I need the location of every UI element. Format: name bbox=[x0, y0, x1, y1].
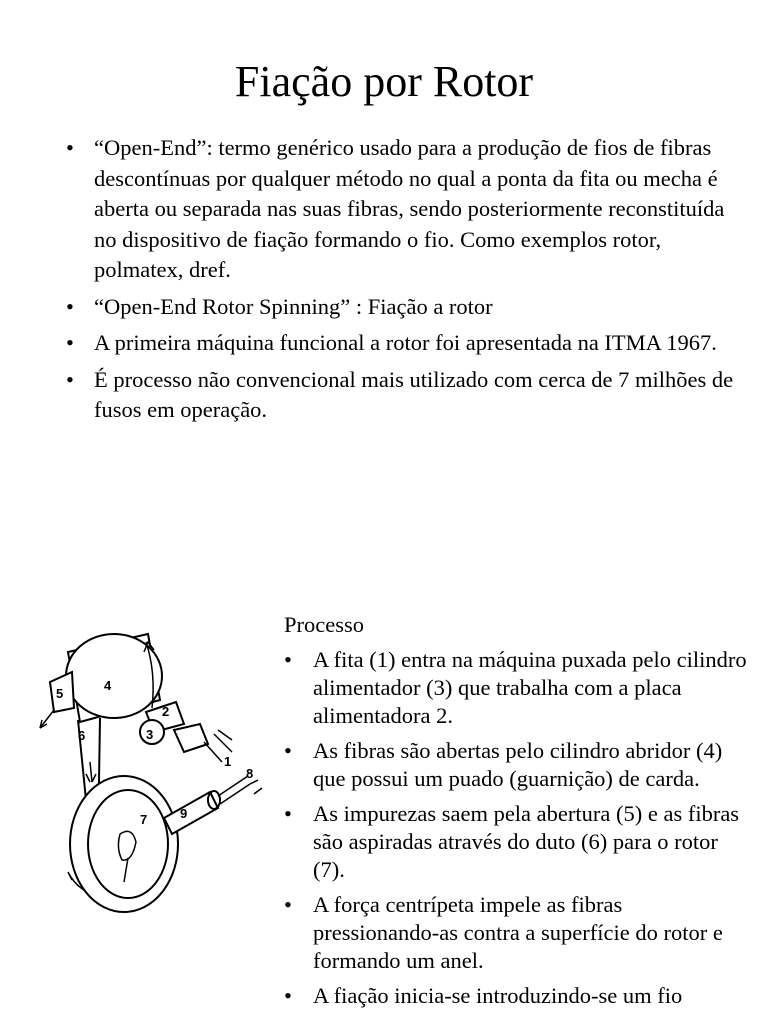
intro-bullet-text: A primeira máquina funcional a rotor foi apresentada na ITMA 1967. bbox=[94, 330, 717, 355]
process-bullet-item bbox=[284, 982, 754, 1010]
process-bullet-text: As fibras são abertas pelo cilindro abridor (4) que possui um puado (guarnição) de carda. bbox=[313, 738, 723, 791]
intro-bullet-item bbox=[62, 328, 742, 359]
diagram-label-9: 9 bbox=[180, 806, 188, 821]
process-bullet-item bbox=[284, 737, 754, 793]
bullet-dot: • bbox=[66, 366, 74, 392]
bullet-dot: • bbox=[66, 330, 74, 355]
diagram-label-5: 5 bbox=[56, 686, 64, 701]
rotor-shape bbox=[70, 776, 178, 912]
diagram-label-1: 1 bbox=[224, 754, 232, 769]
process-heading: Processo bbox=[284, 612, 364, 637]
process-bullet-item bbox=[284, 891, 754, 975]
process-bullet-item bbox=[284, 646, 754, 730]
intro-bullet-text: “Open-End”: termo genérico usado para a produção de fios de fibras descontínuas por qualquer método no qual a ponta da fita ou mecha é aberta ou separada nas suas fibras, sendo posteriormente reconstituída no dispositivo de fiação formando o fio. Como exemplos rotor, polmatex, dref. bbox=[94, 135, 725, 282]
process-bullet-text: A força centrípeta impele as fibras pressionando-as contra a superfície do rotor e formando um anel. bbox=[313, 892, 723, 973]
diagram-label-8: 8 bbox=[246, 766, 254, 781]
process-bullet-text: A fita (1) entra na máquina puxada pelo cilindro alimentador (3) que trabalha com a placa alimentadora 2. bbox=[313, 647, 747, 728]
diagram-label-7: 7 bbox=[140, 812, 148, 827]
intro-bullet-text: “Open-End Rotor Spinning” : Fiação a rotor bbox=[94, 293, 493, 319]
intro-bullet-text: É processo não convencional mais utilizado com cerca de 7 milhões de fusos em operação. bbox=[94, 366, 734, 422]
intro-bullet-item bbox=[62, 133, 742, 286]
process-bullet-list bbox=[284, 646, 754, 1017]
bullet-dot: • bbox=[66, 135, 74, 160]
bullet-dot: • bbox=[66, 293, 74, 319]
intro-bullet-list bbox=[62, 133, 742, 432]
intro-bullet-item bbox=[62, 365, 742, 426]
process-bullet-text: A fiação inicia-se introduzindo-se um fio bbox=[313, 983, 683, 1008]
diagram-label-4: 4 bbox=[104, 678, 112, 693]
diagram-label-6: 6 bbox=[78, 728, 86, 743]
process-bullet-text: As impurezas saem pela abertura (5) e as fibras são aspiradas através do duto (6) para o rotor (7). bbox=[313, 801, 740, 882]
diagram-label-3: 3 bbox=[146, 727, 154, 742]
bullet-dot: • bbox=[284, 983, 292, 1008]
bullet-dot: • bbox=[284, 801, 292, 826]
bullet-dot: • bbox=[284, 738, 292, 763]
process-bullet-item bbox=[284, 800, 754, 884]
bullet-dot: • bbox=[284, 892, 292, 917]
slide-title: Fiação por Rotor bbox=[234, 57, 534, 106]
bullet-dot: • bbox=[284, 647, 292, 672]
rotor-spinning-diagram bbox=[28, 612, 274, 928]
intro-bullet-item bbox=[62, 292, 742, 323]
diagram-label-2: 2 bbox=[162, 704, 170, 719]
